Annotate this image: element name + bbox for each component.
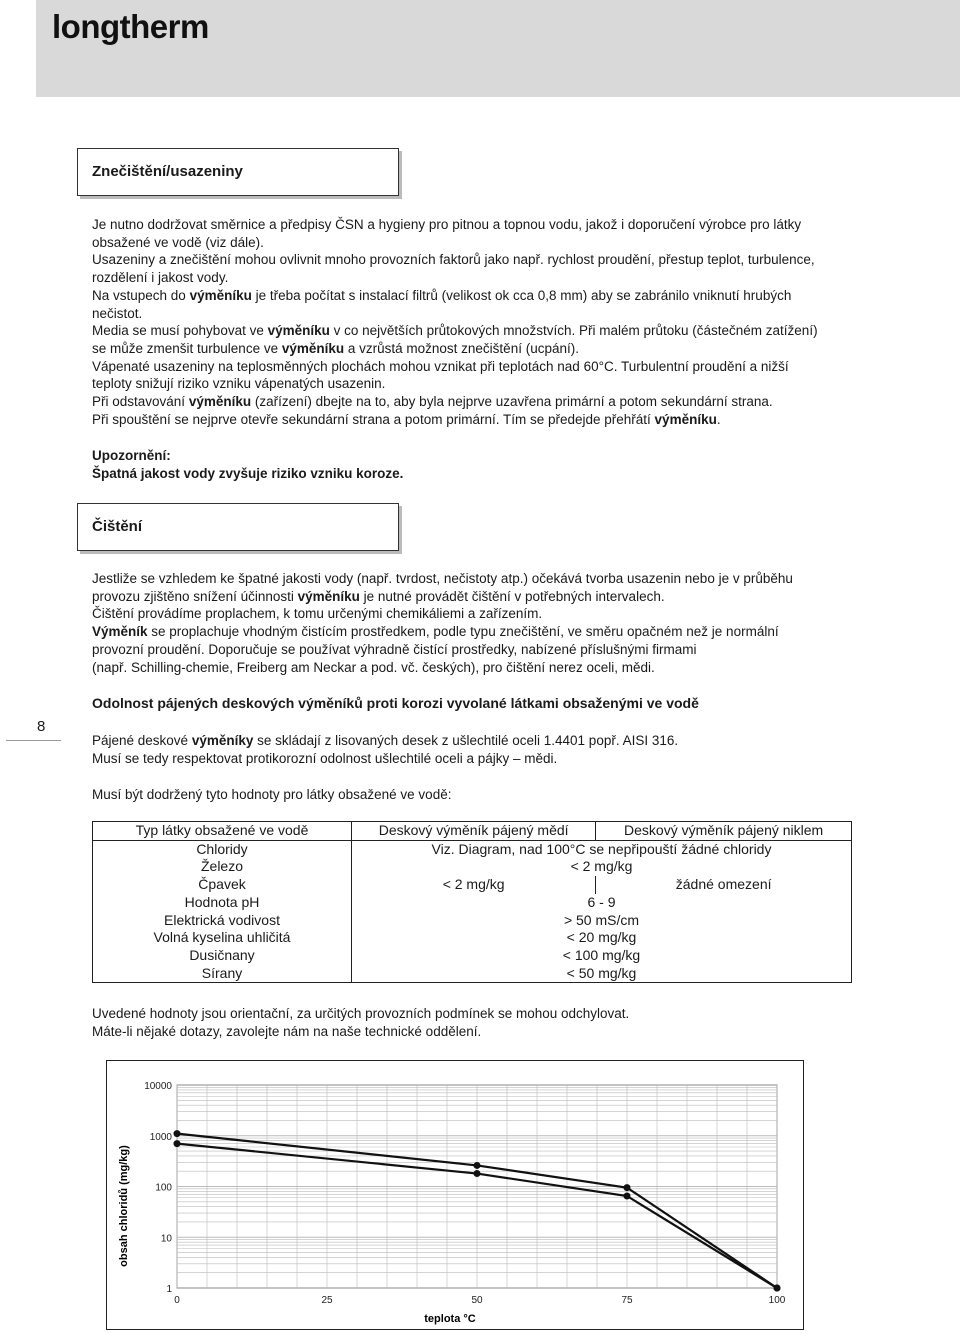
text-line: Pájené deskové výměníky se skládají z lisovaných desek z ušlechtilé oceli 1.4401 popř. AISI 316. [92, 733, 679, 748]
table-cell: > 50 mS/cm [352, 912, 852, 930]
table-row [93, 929, 852, 947]
table-cell: < 100 mg/kg [352, 947, 852, 965]
contamination-text [92, 216, 818, 428]
warning-text: Špatná jakost vody zvyšuje riziko vzniku koroze. [92, 465, 404, 481]
data-point [174, 1130, 181, 1137]
table-cell: Sírany [93, 965, 352, 983]
y-axis-label: obsah chloridů (mg/kg) [118, 1145, 130, 1267]
table-row [93, 965, 852, 983]
x-tick-label: 75 [621, 1295, 633, 1306]
table-row [93, 912, 852, 930]
text-line: nečistot. [92, 305, 143, 321]
text-line: provozu zjištěno snížení účinnosti výměníku je nutné provádět čištění v potřebných intervalech. [92, 588, 665, 604]
data-point [774, 1285, 781, 1292]
x-tick-label: 100 [768, 1295, 786, 1306]
water-limits-table [92, 821, 852, 983]
text-line: Čištění provádíme proplachem, k tomu určenými chemikáliemi a zařízením. [92, 606, 543, 622]
chart-grid [177, 1085, 777, 1288]
text-line: teploty snižují riziko vzniku vápenatých usazenin. [92, 376, 386, 392]
text-line: (např. Schilling-chemie, Freiberg am Neckar a pod. vč. českých), pro čištění nerez oceli, mědi. [92, 659, 655, 675]
x-axis-label: teplota °C [424, 1313, 476, 1325]
page-header [36, 0, 960, 97]
table-row [93, 876, 852, 894]
text-line: Jestliže se vzhledem ke špatné jakosti vody (např. tvrdost, nečistoty atp.) očekává tvorba usazenin nebo je v průběhu [92, 571, 793, 586]
table-header-cell: Typ látky obsažené ve vodě [93, 822, 352, 841]
data-point [174, 1140, 181, 1147]
chloride-chart [107, 1061, 803, 1329]
table-cell: Hodnota pH [93, 894, 352, 912]
text-line: Musí se tedy respektovat protikorozní odolnost ušlechtilé oceli a pájky – mědi. [92, 750, 558, 766]
page-number-rule [6, 740, 61, 741]
text-line: Vápenaté usazeniny na teplosměnných plochách mohou vznikat při teplotách nad 60°C. Turbulentní proudění a nižší [92, 358, 789, 374]
table-cell: < 50 mg/kg [352, 965, 852, 983]
section-title: Čištění [92, 518, 143, 535]
table-cell: Čpavek [93, 876, 352, 894]
table-cell: Elektrická vodivost [93, 912, 352, 930]
table-cell: Volná kyselina uhličitá [93, 929, 352, 947]
table-cell: < 20 mg/kg [352, 929, 852, 947]
data-point [624, 1184, 631, 1191]
table-cell: Dusičnany [93, 947, 352, 965]
table-row [93, 858, 852, 876]
text-line: Uvedené hodnoty jsou orientační, za určitých provozních podmínek se mohou odchylovat. [92, 1006, 630, 1021]
y-tick-label: 10000 [144, 1081, 172, 1092]
text-line: Je nutno dodržovat směrnice a předpisy ČSN a hygieny pro pitnou a topnou vodu, jakož i doporučení výrobce pro látky [92, 217, 802, 232]
brand-logo: longtherm [52, 8, 209, 45]
section-title: Znečištění/usazeniny [92, 163, 243, 180]
table-cell: žádné omezení [596, 876, 852, 894]
text-line: Na vstupech do výměníku je třeba počítat s instalací filtrů (velikost ok cca 0,8 mm) aby se zabránilo vniknutí hrubých [92, 287, 792, 303]
text-line: provozní proudění. Doporučuje se používat výhradně čistící prostředky, nabízené příslušnými firmami [92, 641, 697, 657]
note-text [92, 1005, 629, 1040]
table-cell: Chloridy [93, 840, 352, 858]
table-row [93, 947, 852, 965]
text-line: Usazeniny a znečištění mohou ovlivnit mnoho provozních faktorů jako např. rychlost proudění, přestup teplot, turbulence, [92, 252, 815, 268]
table-row [93, 840, 852, 858]
table-row [93, 894, 852, 912]
table-cell: < 2 mg/kg [352, 858, 852, 876]
table-cell: < 2 mg/kg [352, 876, 596, 894]
table-header-row [93, 822, 852, 841]
x-tick-label: 50 [471, 1295, 483, 1306]
data-point [474, 1170, 481, 1177]
table-cell: 6 - 9 [352, 894, 852, 912]
chart-ticks [144, 1081, 786, 1306]
text-line: rozdělení i jakost vody. [92, 270, 229, 286]
page-number: 8 [37, 718, 46, 735]
y-tick-label: 1000 [149, 1131, 172, 1143]
corrosion-text [92, 732, 678, 767]
section-heading-cleaning [77, 503, 399, 551]
y-tick-label: 10 [160, 1233, 172, 1245]
table-header-cell: Deskový výměník pájený niklem [596, 822, 852, 841]
warning-title: Upozornění: [92, 448, 171, 463]
table-intro: Musí být dodržený tyto hodnoty pro látky obsažené ve vodě: [92, 787, 452, 802]
chloride-chart-frame [106, 1060, 804, 1330]
x-tick-label: 25 [321, 1295, 333, 1306]
section-heading-contamination [77, 148, 399, 196]
text-line: Media se musí pohybovat ve výměníku v co největších průtokových množstvích. Při malém průtoku (částečném zatížení) [92, 323, 818, 339]
data-point [474, 1162, 481, 1169]
table-cell: Železo [93, 858, 352, 876]
text-line: Výměník se proplachuje vhodným čistícím prostředkem, podle typu znečištění, ve směru opačném než je normální [92, 624, 779, 640]
text-line: Máte-li nějaké dotazy, zavolejte nám na naše technické oddělení. [92, 1023, 482, 1039]
data-point [624, 1192, 631, 1199]
table-header-cell: Deskový výměník pájený mědí [352, 822, 596, 841]
cleaning-text [92, 570, 793, 676]
y-tick-label: 1 [166, 1284, 172, 1295]
corrosion-title: Odolnost pájených deskových výměníků proti korozi vyvolané látkami obsaženými ve vodě [92, 695, 699, 711]
text-line: Při spouštění se nejprve otevře sekundární strana a potom primární. Tím se předejde přehřátí výměníku. [92, 411, 721, 427]
x-tick-label: 0 [174, 1295, 180, 1306]
text-line: obsažené ve vodě (viz dále). [92, 234, 264, 250]
y-tick-label: 100 [155, 1182, 172, 1194]
warning-block [92, 447, 403, 482]
text-line: Při odstavování výměníku (zařízení) dbejte na to, aby byla nejprve uzavřena primární a potom sekundární strana. [92, 394, 773, 410]
table-cell: Viz. Diagram, nad 100°C se nepřipouští žádné chloridy [352, 840, 852, 858]
text-line: se může zmenšit turbulence ve výměníku a vzrůstá možnost znečištění (ucpání). [92, 340, 579, 356]
